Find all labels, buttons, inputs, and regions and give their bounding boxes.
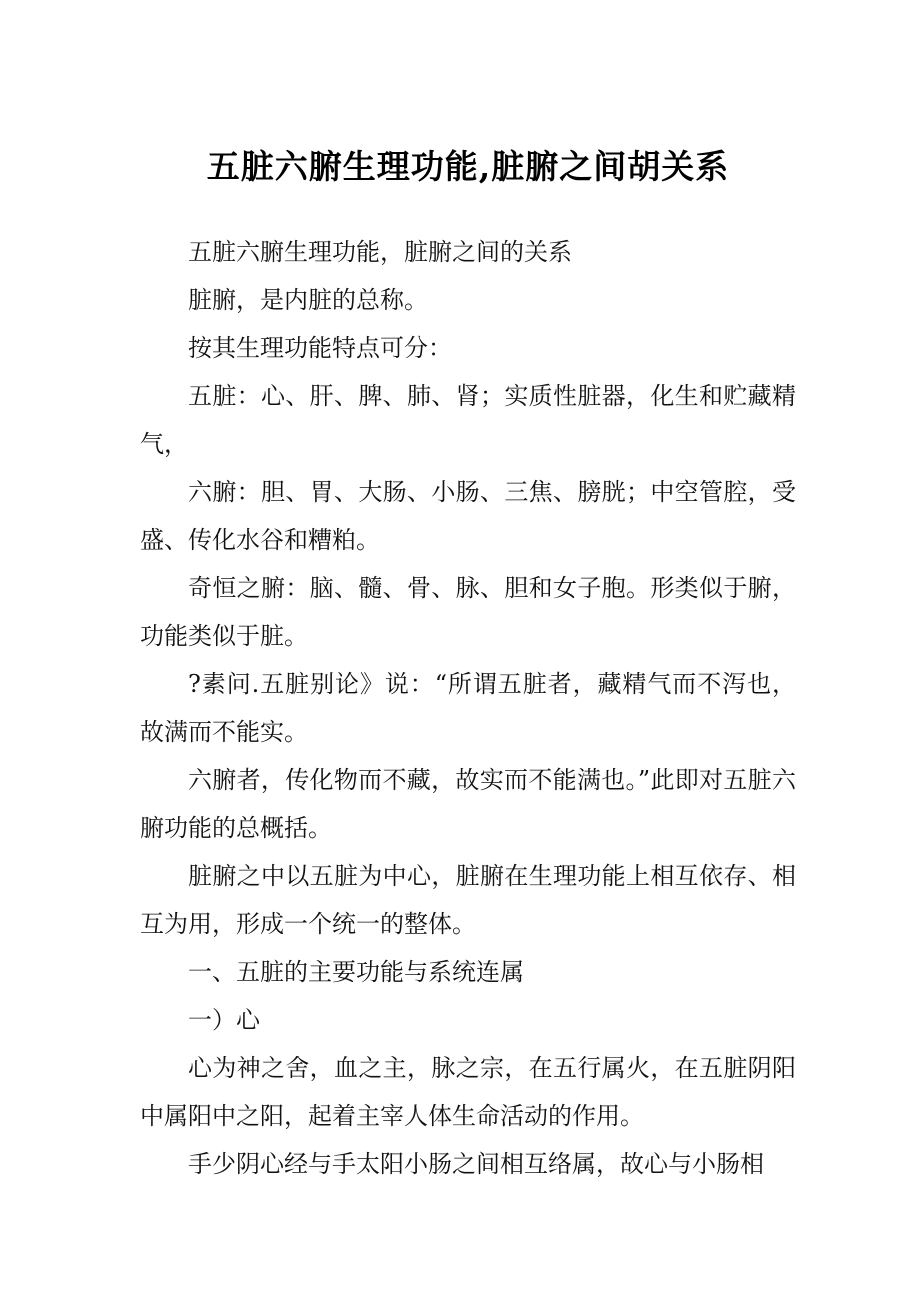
- paragraph-six-fu-quote: 六腑者，传化物而不藏，故实而不能满也。”此即对五脏六腑功能的总概括。: [140, 766, 796, 842]
- paragraph-definition: 脏腑，是内脏的总称。: [188, 286, 428, 314]
- paragraph-center-zang: 脏腑之中以五脏为中心，脏腑在生理功能上相互依存、相互为用，形成一个统一的整体。: [140, 862, 796, 938]
- section-heading: 一、五脏的主要功能与系统连属: [188, 958, 524, 986]
- document-title: 五脏六腑生理功能,脏腑之间胡关系: [206, 147, 730, 186]
- paragraph-suwen-quote: ?素问.五脏别论》说：“所谓五脏者，藏精气而不泻也，故满而不能实。: [140, 670, 796, 746]
- subsection-heading-heart: 一）心: [188, 1006, 260, 1034]
- paragraph-heading-intro: 五脏六腑生理功能，脏腑之间的关系: [188, 238, 572, 266]
- paragraph-extraordinary-fu: 奇恒之腑：脑、髓、骨、脉、胆和女子胞。形类似于腑，功能类似于脏。: [140, 574, 796, 650]
- paragraph-heart-function: 心为神之舍，血之主，脉之宗，在五行属火，在五脏阴阳中属阳中之阳，起着主宰人体生命活动的作用。: [140, 1054, 796, 1130]
- paragraph-classification: 按其生理功能特点可分：: [188, 334, 452, 362]
- paragraph-six-fu: 六腑：胆、胃、大肠、小肠、三焦、膀胱；中空管腔，受盛、传化水谷和糟粕。: [140, 478, 796, 554]
- paragraph-heart-meridian: 手少阴心经与手太阳小肠之间相互络属，故心与小肠相: [188, 1150, 764, 1178]
- paragraph-five-zang: 五脏：心、肝、脾、肺、肾；实质性脏器，化生和贮藏精气，: [140, 382, 796, 458]
